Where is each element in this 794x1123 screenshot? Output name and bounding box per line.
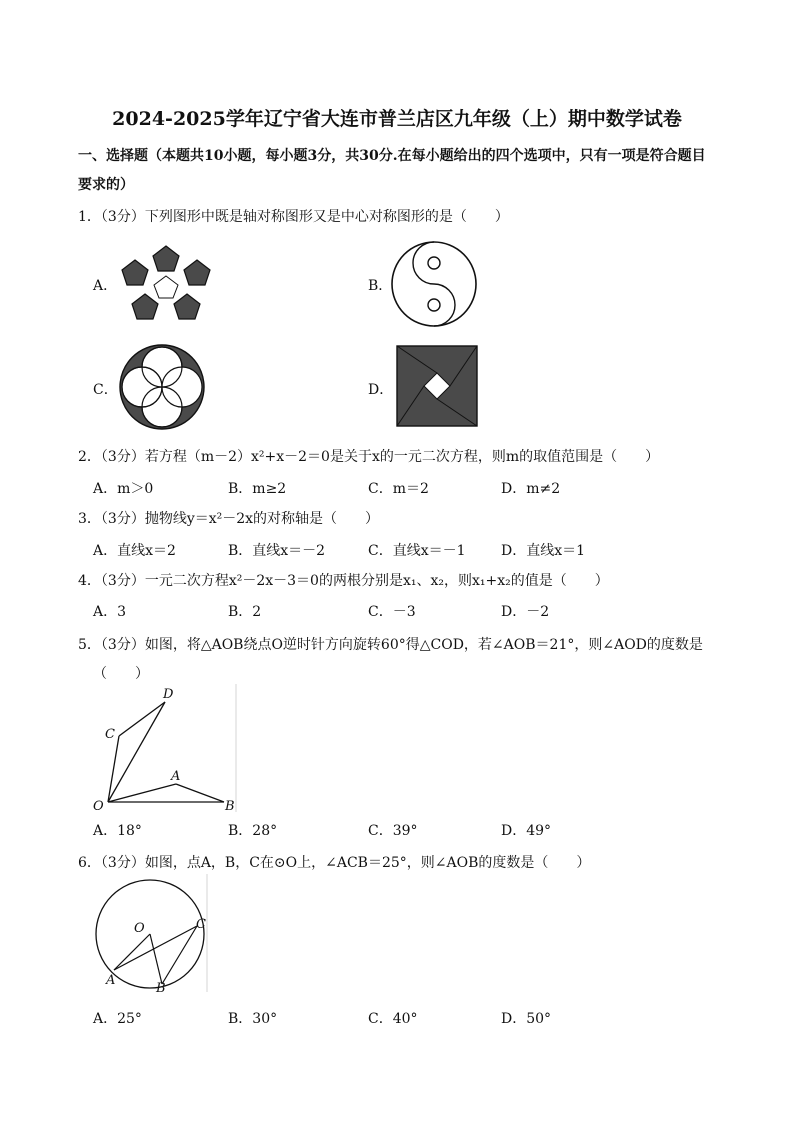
q2-option-d: D．m≠2 <box>501 481 561 497</box>
q5-stem-paren: （ ） <box>93 666 149 682</box>
section-header-line2: 要求的） <box>78 177 134 193</box>
q1-stem: 1．（3分）下列图形中既是轴对称图形又是中心对称图形的是（ ） <box>78 209 509 225</box>
q1-figure-c-petals <box>118 343 206 431</box>
q2-stem: 2．（3分）若方程（m－2）x²+x－2＝0是关于x的一元二次方程，则m的取值范围是（ ） <box>78 449 660 465</box>
q6-option-a: A．25° <box>93 1011 142 1027</box>
q4-option-c: C．－3 <box>368 604 416 620</box>
q3-option-c: C．直线x＝－1 <box>368 543 466 559</box>
q6-figure-circle <box>90 874 220 996</box>
q1-figure-a-pentagons <box>118 242 214 326</box>
q6-option-d: D．50° <box>501 1011 552 1027</box>
q2-option-b: B．m≥2 <box>228 481 287 497</box>
q1-option-c-label: C． <box>93 382 118 398</box>
q3-option-d: D．直线x＝1 <box>501 543 586 559</box>
q1-option-b-label: B． <box>368 278 393 294</box>
q4-option-d: D．－2 <box>501 604 550 620</box>
q5-option-b: B．28° <box>228 823 278 839</box>
q5-point-b: B <box>225 799 235 814</box>
q4-option-b: B．2 <box>228 604 262 620</box>
q5-option-c: C．39° <box>368 823 418 839</box>
q2-option-c: C．m＝2 <box>368 481 429 497</box>
q6-option-c: C．40° <box>368 1011 418 1027</box>
q3-option-b: B．直线x＝－2 <box>228 543 326 559</box>
q1-option-d-label: D． <box>368 382 394 398</box>
q1-figure-b-yinyang <box>390 240 478 328</box>
section-header-line1: 一、选择题（本题共10小题，每小题3分，共30分.在每小题给出的四个选项中，只有一项是符合题目 <box>78 148 706 164</box>
q5-point-a: A <box>171 769 181 784</box>
q5-option-d: D．49° <box>501 823 552 839</box>
q6-point-a: A <box>106 973 116 988</box>
q2-option-a: A．m＞0 <box>93 481 154 497</box>
q1-option-a-label: A． <box>93 278 118 294</box>
q5-point-o: O <box>93 799 104 814</box>
q5-point-d: D <box>163 687 174 702</box>
q4-option-a: A．3 <box>93 604 127 620</box>
q6-point-b: B <box>156 981 166 996</box>
q5-point-c: C <box>105 727 115 742</box>
q6-option-b: B．30° <box>228 1011 278 1027</box>
q5-stem: 5．（3分）如图，将△AOB绕点O逆时针方向旋转60°得△COD，若∠AOB＝21°，则∠AOD的度数是 <box>78 637 703 653</box>
q6-stem: 6．（3分）如图，点A，B，C在⊙O上，∠ACB＝25°，则∠AOB的度数是（ ） <box>78 855 591 871</box>
q3-stem: 3．（3分）抛物线y＝x²－2x的对称轴是（ ） <box>78 511 380 527</box>
q5-option-a: A．18° <box>93 823 142 839</box>
q1-figure-d-square <box>395 344 479 428</box>
q6-point-o: O <box>134 921 145 936</box>
q6-point-c: C <box>196 917 206 932</box>
q3-option-a: A．直线x＝2 <box>93 543 176 559</box>
q4-stem: 4．（3分）一元二次方程x²－2x－3＝0的两根分别是x₁、x₂，则x₁+x₂的值是（ ） <box>78 573 609 589</box>
q5-figure-rotation <box>88 684 238 814</box>
page-title: 2024-2025学年辽宁省大连市普兰店区九年级（上）期中数学试卷 <box>112 108 682 130</box>
